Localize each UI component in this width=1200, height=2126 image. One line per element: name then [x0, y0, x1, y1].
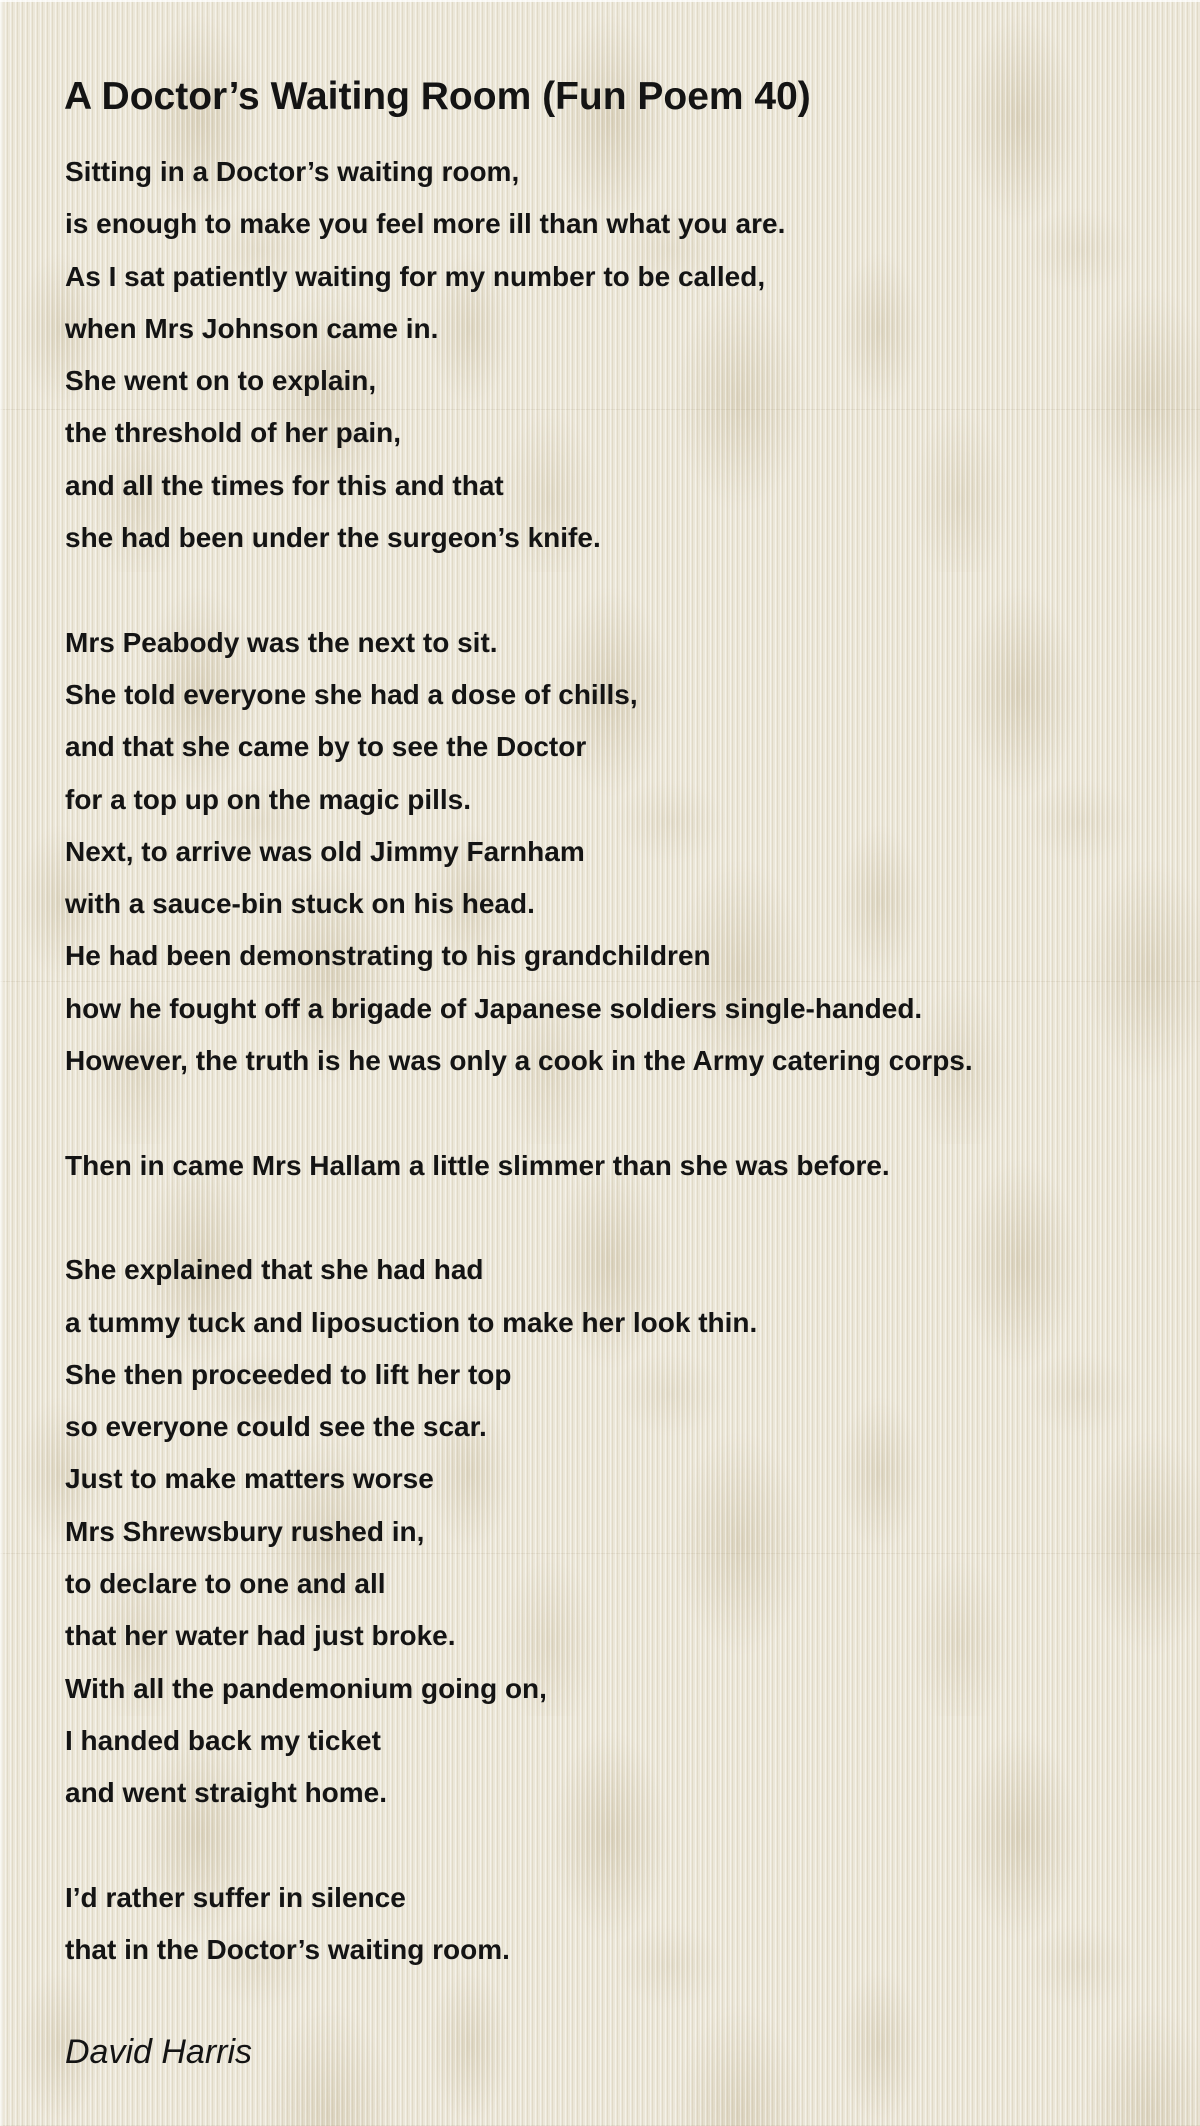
poem-line: Mrs Shrewsbury rushed in,: [65, 1515, 425, 1547]
poem-line: and all the times for this and that: [65, 469, 504, 501]
poem-line: with a sauce-bin stuck on his head.: [65, 888, 535, 920]
author-signature: David Harris: [65, 2032, 253, 2071]
poem-line: the threshold of her pain,: [65, 417, 402, 449]
poem-body: [65, 158, 1165, 2069]
stanza-4: [65, 1256, 1165, 1807]
poem-line: She then proceeded to lift her top: [65, 1358, 512, 1390]
poem-line: that her water had just broke.: [65, 1620, 456, 1652]
poem-line: is enough to make you feel more ill than what you are.: [65, 208, 786, 240]
poem-line: so everyone could see the scar.: [65, 1411, 487, 1443]
poem-line: how he fought off a brigade of Japanese soldiers single-handed.: [65, 992, 923, 1024]
poem-line: and went straight home.: [65, 1777, 388, 1809]
poem-line: Just to make matters worse: [65, 1463, 434, 1495]
poem-line: She explained that she had had: [65, 1254, 484, 1286]
poem-line: for a top up on the magic pills.: [65, 783, 472, 815]
poem-line: and that she came by to see the Doctor: [65, 731, 587, 763]
poem-title: A Doctor’s Waiting Room (Fun Poem 40): [64, 75, 811, 119]
poem-line: I handed back my ticket: [65, 1724, 381, 1756]
poem-line: when Mrs Johnson came in.: [65, 312, 439, 344]
poem-line: Next, to arrive was old Jimmy Farnham: [65, 835, 585, 867]
stanza-3: [65, 1149, 1165, 1181]
poem-line: She told everyone she had a dose of chills,: [65, 678, 638, 710]
poem-line: a tummy tuck and liposuction to make her look thin.: [65, 1306, 758, 1338]
stanza-5: [65, 1881, 1165, 1966]
poem-line: As I sat patiently waiting for my number to be called,: [65, 260, 766, 292]
poem-line: Mrs Peabody was the next to sit.: [65, 626, 498, 658]
poem-line: Then in came Mrs Hallam a little slimmer than she was before.: [65, 1149, 890, 1181]
poem-line: to declare to one and all: [65, 1568, 386, 1600]
poem-line: she had been under the surgeon’s knife.: [65, 522, 601, 554]
poem-line: I’d rather suffer in silence: [65, 1881, 406, 1913]
stanza-2: [65, 626, 1165, 1077]
poem-line: She went on to explain,: [65, 365, 377, 397]
poem-line: He had been demonstrating to his grandchildren: [65, 940, 711, 972]
poem-line: However, the truth is he was only a cook in the Army catering corps.: [65, 1045, 973, 1077]
stanza-1: [65, 158, 1165, 552]
poem-line: that in the Doctor’s waiting room.: [65, 1934, 510, 1966]
poem-line: Sitting in a Doctor’s waiting room,: [65, 156, 520, 187]
poem-line: With all the pandemonium going on,: [65, 1672, 547, 1704]
